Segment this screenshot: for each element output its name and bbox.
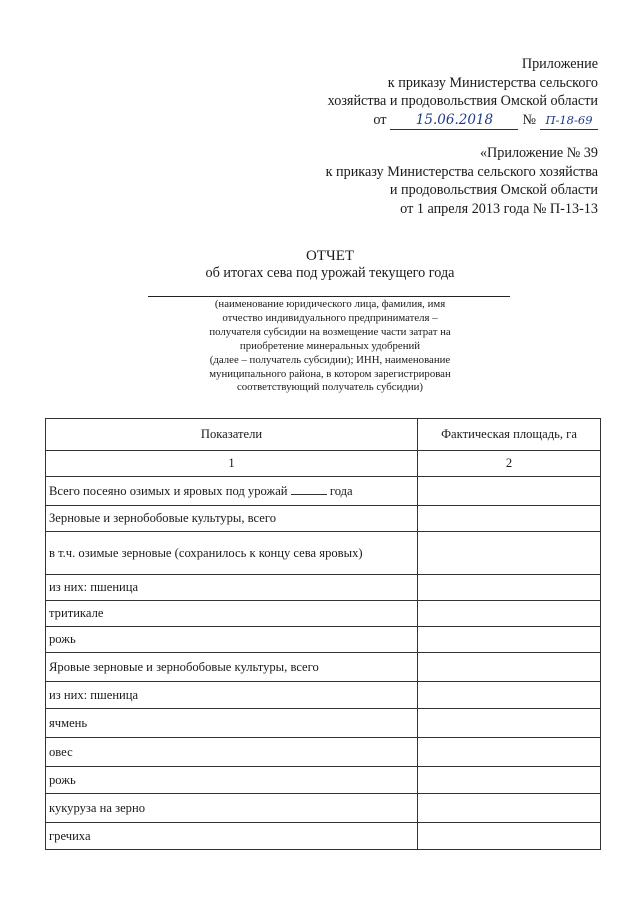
table-row — [46, 767, 601, 794]
row-label: рожь — [46, 767, 418, 794]
appendix39-line: к приказу Министерства сельского хозяйства — [325, 163, 598, 180]
handwritten-number: П-18-69 — [540, 111, 598, 131]
column-header-area: Фактическая площадь, га — [418, 419, 601, 451]
area-value-cell — [418, 601, 601, 627]
row-label: Зерновые и зернобобовые культуры, всего — [46, 506, 418, 532]
area-value-cell — [418, 532, 601, 575]
appendix-line: Приложение — [521, 56, 598, 72]
table-row — [46, 627, 601, 653]
table-row-total — [46, 477, 601, 506]
row-label-total — [46, 477, 418, 506]
area-value-cell — [418, 477, 601, 506]
area-value-cell — [418, 709, 601, 738]
date-prefix: от — [373, 111, 387, 128]
table-row — [46, 653, 601, 682]
total-suffix: года — [329, 484, 353, 498]
row-label: кукуруза на зерно — [46, 794, 418, 823]
recipient-name-line — [148, 296, 510, 297]
caption-line: соответствующий получатель субсидии) — [236, 381, 423, 394]
sowing-report-table — [45, 418, 601, 850]
caption-line: (наименование юридического лица, фамилия, имя — [214, 298, 446, 310]
table-header-row — [46, 419, 601, 451]
row-label: из них: пшеница — [46, 682, 418, 709]
table-row — [46, 532, 601, 575]
area-value-cell — [418, 653, 601, 682]
caption-line: муниципального района, в котором зарегистрирован — [209, 367, 451, 380]
caption-line: приобретение минеральных удобрений — [239, 339, 421, 352]
table-row — [46, 506, 601, 532]
row-label: рожь — [46, 627, 418, 653]
number-prefix: № — [522, 111, 536, 128]
appendix39-line: от 1 апреля 2013 года № П-13-13 — [400, 200, 598, 217]
table-row — [46, 682, 601, 709]
row-label: тритикале — [46, 601, 418, 627]
appendix-line: хозяйства и продовольствия Омской области — [327, 93, 598, 110]
table-row — [46, 575, 601, 601]
area-value-cell — [418, 627, 601, 653]
appendix-header — [268, 55, 598, 130]
appendix39-line: и продовольствия Омской области — [389, 182, 598, 199]
handwritten-date: 15.06.2018 — [390, 111, 518, 131]
row-label: из них: пшеница — [46, 575, 418, 601]
table-row — [46, 738, 601, 767]
row-label: Яровые зерновые и зернобобовые культуры, всего — [46, 653, 418, 682]
table-row — [46, 823, 601, 850]
column-number: 2 — [418, 451, 601, 477]
area-value-cell — [418, 682, 601, 709]
column-header-indicators: Показатели — [46, 419, 418, 451]
recipient-caption — [155, 298, 505, 395]
table-row — [46, 794, 601, 823]
caption-line: получателя субсидии на возмещение части затрат на — [209, 325, 451, 338]
area-value-cell — [418, 794, 601, 823]
area-value-cell — [418, 506, 601, 532]
table-numbering-row — [46, 451, 601, 477]
appendix39-line: «Приложение № 39 — [479, 145, 598, 161]
row-label: в т.ч. озимые зерновые (сохранилось к концу сева яровых) — [46, 532, 418, 575]
row-label: овес — [46, 738, 418, 767]
appendix39-header — [258, 144, 598, 218]
report-subtitle: об итогах сева под урожай текущего года — [205, 265, 455, 281]
caption-line: отчество индивидуального предпринимателя – — [222, 311, 438, 324]
table-row — [46, 601, 601, 627]
table-row — [46, 709, 601, 738]
row-label: гречиха — [46, 823, 418, 850]
order-date-number — [268, 111, 598, 131]
area-value-cell — [418, 738, 601, 767]
column-number: 1 — [46, 451, 418, 477]
area-value-cell — [418, 767, 601, 794]
report-title: ОТЧЕТ — [305, 248, 355, 264]
area-value-cell — [418, 575, 601, 601]
appendix-line: к приказу Министерства сельского — [387, 74, 598, 91]
year-blank-line — [291, 483, 327, 495]
caption-line: (далее – получатель субсидии); ИНН, наименование — [209, 353, 451, 366]
area-value-cell — [418, 823, 601, 850]
total-prefix: Всего посеяно озимых и яровых под урожай — [49, 484, 288, 498]
row-label: ячмень — [46, 709, 418, 738]
